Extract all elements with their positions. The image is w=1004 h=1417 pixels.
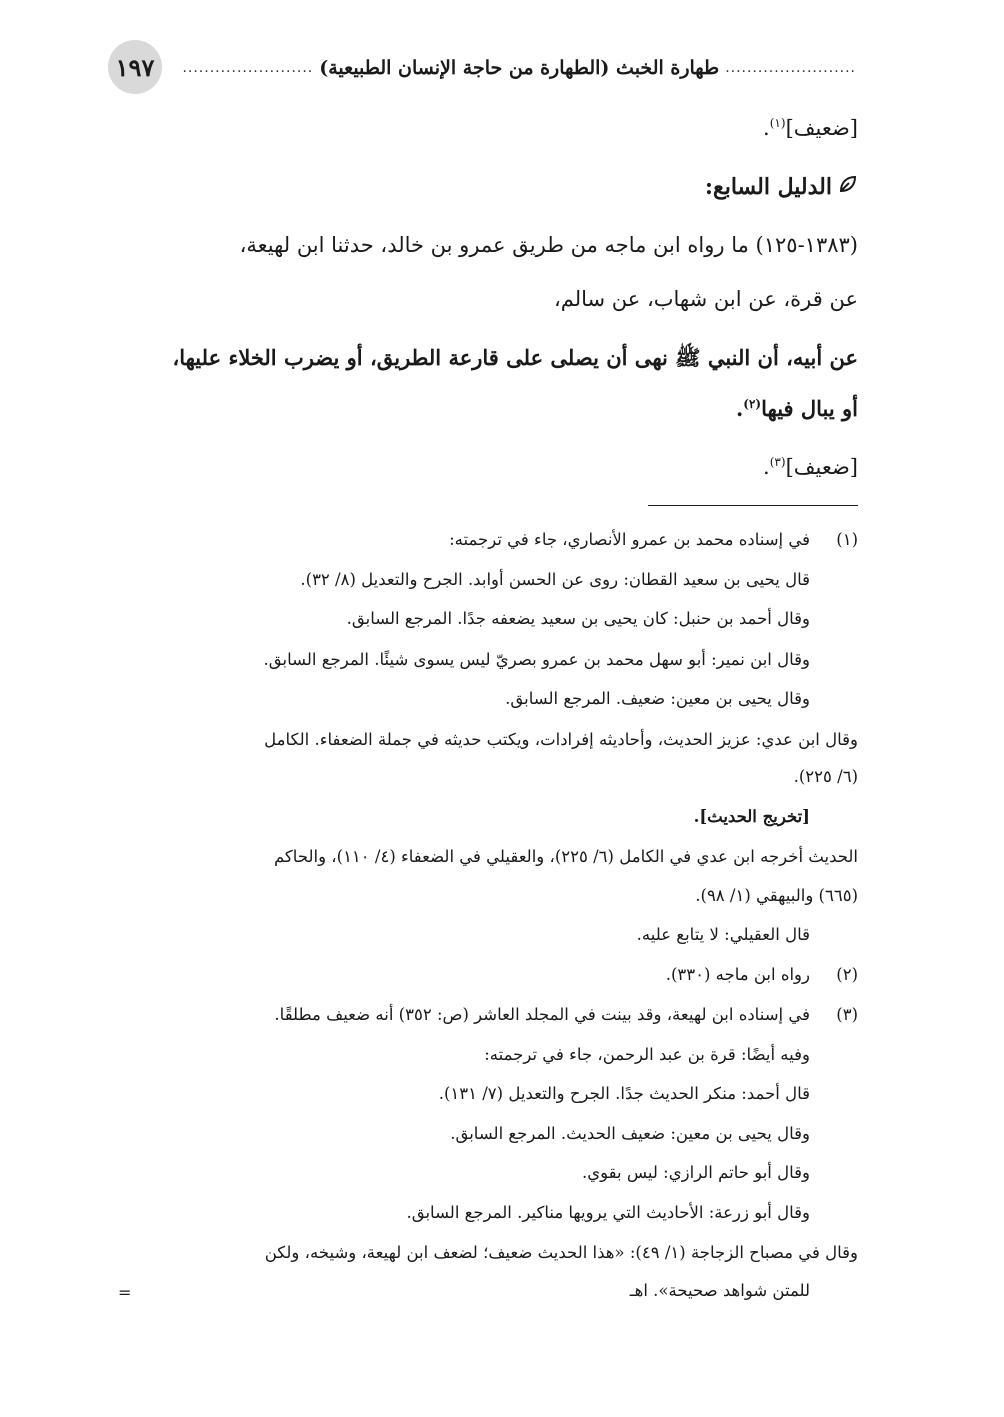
footnote-line: وقال يحيى بن معين: ضعيف الحديث. المرجع السابق. — [450, 1124, 810, 1143]
running-title: طهارة الخبث (الطهارة من حاجة الإنسان الطبيعية) — [319, 57, 720, 79]
hadith-text-line-2: أو يبال فيها$^{(٢)}$. — [735, 396, 858, 421]
page-header — [108, 40, 856, 100]
footnote-ref-1: (١) — [769, 116, 786, 130]
running-title-bar — [176, 48, 856, 88]
grade-weak: [ضعيف] — [785, 116, 858, 140]
leader-dots-left: ........................ — [182, 60, 314, 76]
footnote-line: (٦/ ٢٢٥). — [793, 767, 858, 786]
footnote-subheading: [تخريج الحديث]. — [693, 807, 810, 826]
footnote-line: قال أحمد: منكر الحديث جدًا. الجرح والتعديل (٧/ ١٣١). — [438, 1084, 810, 1103]
body-line-1: [ضعيف]$^{(١)}$. — [763, 116, 858, 140]
body-line-4: عن قرة، عن ابن شهاب، عن سالم، — [553, 287, 858, 311]
footnote-line: وقال في مصباح الزجاجة (١/ ٤٩): «هذا الحديث ضعيف؛ لضعف ابن لهيعة، وشيخه، ولكن — [264, 1243, 858, 1262]
footnote-line: وقال أبو حاتم الرازي: ليس بقوي. — [581, 1163, 810, 1182]
footnote-1-number: (١) — [836, 530, 858, 549]
footnote-line: (٦٦٥) والبيهقي (١/ ٩٨). — [695, 886, 858, 905]
footnote-line: وقال ابن نمير: أبو سهل محمد بن عمرو بصريّ ليس يسوى شيئًا. المرجع السابق. — [263, 650, 810, 669]
hadith-text-line-1: عن أبيه، أن النبي ﷺ نهى أن يصلى على قارعة الطريق، أو يضرب الخلاء عليها، — [172, 345, 858, 370]
section-heading — [116, 174, 858, 200]
footnote-line: الحديث أخرجه ابن عدي في الكامل (٦/ ٢٢٥)، والعقيلي في الضعفاء (٤/ ١١٠)، والحاكم — [273, 847, 858, 866]
footnote-ref-2: (٢) — [743, 397, 762, 411]
continuation-mark: = — [118, 1283, 132, 1302]
footnote-line: وقال ابن عدي: عزيز الحديث، وأحاديثه إفرادات، ويكتب حديثه في جملة الضعفاء. الكامل — [264, 730, 858, 749]
footnote-3-number: (٣) — [836, 1005, 858, 1024]
page-number-badge: ١٩٧ — [108, 40, 162, 94]
leaf-ornament-icon — [838, 174, 858, 199]
footnote-line: قال العقيلي: لا يتابع عليه. — [636, 925, 810, 944]
footnote-line: وقال أبو زرعة: الأحاديث التي يرويها مناكير. المرجع السابق. — [406, 1203, 810, 1222]
footnote-separator — [648, 505, 858, 506]
grade-weak-2: [ضعيف] — [785, 455, 858, 479]
footnote-ref-3: (٣) — [769, 455, 786, 469]
footnote-line: وقال أحمد بن حنبل: كان يحيى بن سعيد يضعفه جدًا. المرجع السابق. — [346, 609, 810, 628]
footnote-line: للمتن شواهد صحيحة». اهـ — [629, 1281, 810, 1300]
footnote-line: قال يحيى بن سعيد القطان: روى عن الحسن أوابد. الجرح والتعديل (٨/ ٣٢). — [300, 570, 810, 589]
footnote-line: وقال يحيى بن معين: ضعيف. المرجع السابق. — [505, 689, 810, 708]
body-line-7: [ضعيف]$^{(٣)}$. — [763, 455, 858, 479]
heading-text: الدليل السابع: — [704, 174, 832, 200]
leader-dots-right: ........................ — [725, 60, 856, 76]
footnote-line: وفيه أيضًا: قرة بن عبد الرحمن، جاء في ترجمته: — [484, 1045, 810, 1064]
book-page: ١٩٧ ........................ طهارة الخبث (الطهارة من حاجة الإنسان الطبيعية) ........................ [ضعيف]$^{(١)}$. الدليل السابع: (١٣٨٣-١٢٥) ما رواه ابن ماجه من طريق عمرو بن خالد، حدثنا ابن لهيعة، عن قرة، عن ابن شهاب، عن سالم، عن أبيه، أن النبي ﷺ نهى أن يصلى على قارعة الطريق، أو يضرب الخلاء عليها، أو يبال فيها$^{(٢)}$. [ضعيف]$^{(٣)}$. (١) في إسناده محمد بن عمرو الأنصاري، جاء في ترجمته: قال يحيى بن سعيد القطان: روى عن الحسن أوابد. الجرح والتعديل (٨/ ٣٢). وقال أحمد بن حنبل: كان يحيى بن سعيد يضعفه جدًا. المرجع السابق. وقال ابن نمير: أبو سهل محمد بن عمرو بصريّ ليس يسوى شيئًا. المرجع السابق. وقال يحيى بن معين: ضعيف. المرجع السابق. وقال ابن عدي: عزيز الحديث، وأحاديثه إفرادات، ويكتب حديثه في جملة الضعفاء. الكامل (٦/ ٢٢٥). [تخريج الحديث]. الحديث أخرجه ابن عدي في الكامل (٦/ ٢٢٥)، والعقيلي في الضعفاء (٤/ ١١٠)، والحاكم (٦٦٥) والبيهقي (١/ ٩٨). قال العقيلي: لا يتابع عليه. (٢) رواه ابن ماجه (٣٣٠). (٣) في إسناده ابن لهيعة، وقد بينت في المجلد العاشر (ص: ٣٥٢) أنه ضعيف مطلقًا. وفيه أيضًا: قرة بن عبد الرحمن، جاء في ترجمته: قال أحمد: منكر الحديث جدًا. الجرح والتعديل (٧/ ١٣١). وقال يحيى بن معين: ضعيف الحديث. المرجع السابق. وقال أبو حاتم الرازي: ليس بقوي. وقال أبو زرعة: الأحاديث التي يرويها مناكير. المرجع السابق. وقال في مصباح الزجاجة (١/ ٤٩): «هذا الحديث ضعيف؛ لضعف ابن لهيعة، وشيخه، ولكن للمتن شواهد صحيحة». اهـ = — [0, 0, 1004, 1417]
footnote-2-number: (٢) — [836, 965, 858, 984]
body-line-3: (١٣٨٣-١٢٥) ما رواه ابن ماجه من طريق عمرو بن خالد، حدثنا ابن لهيعة، — [239, 233, 858, 257]
